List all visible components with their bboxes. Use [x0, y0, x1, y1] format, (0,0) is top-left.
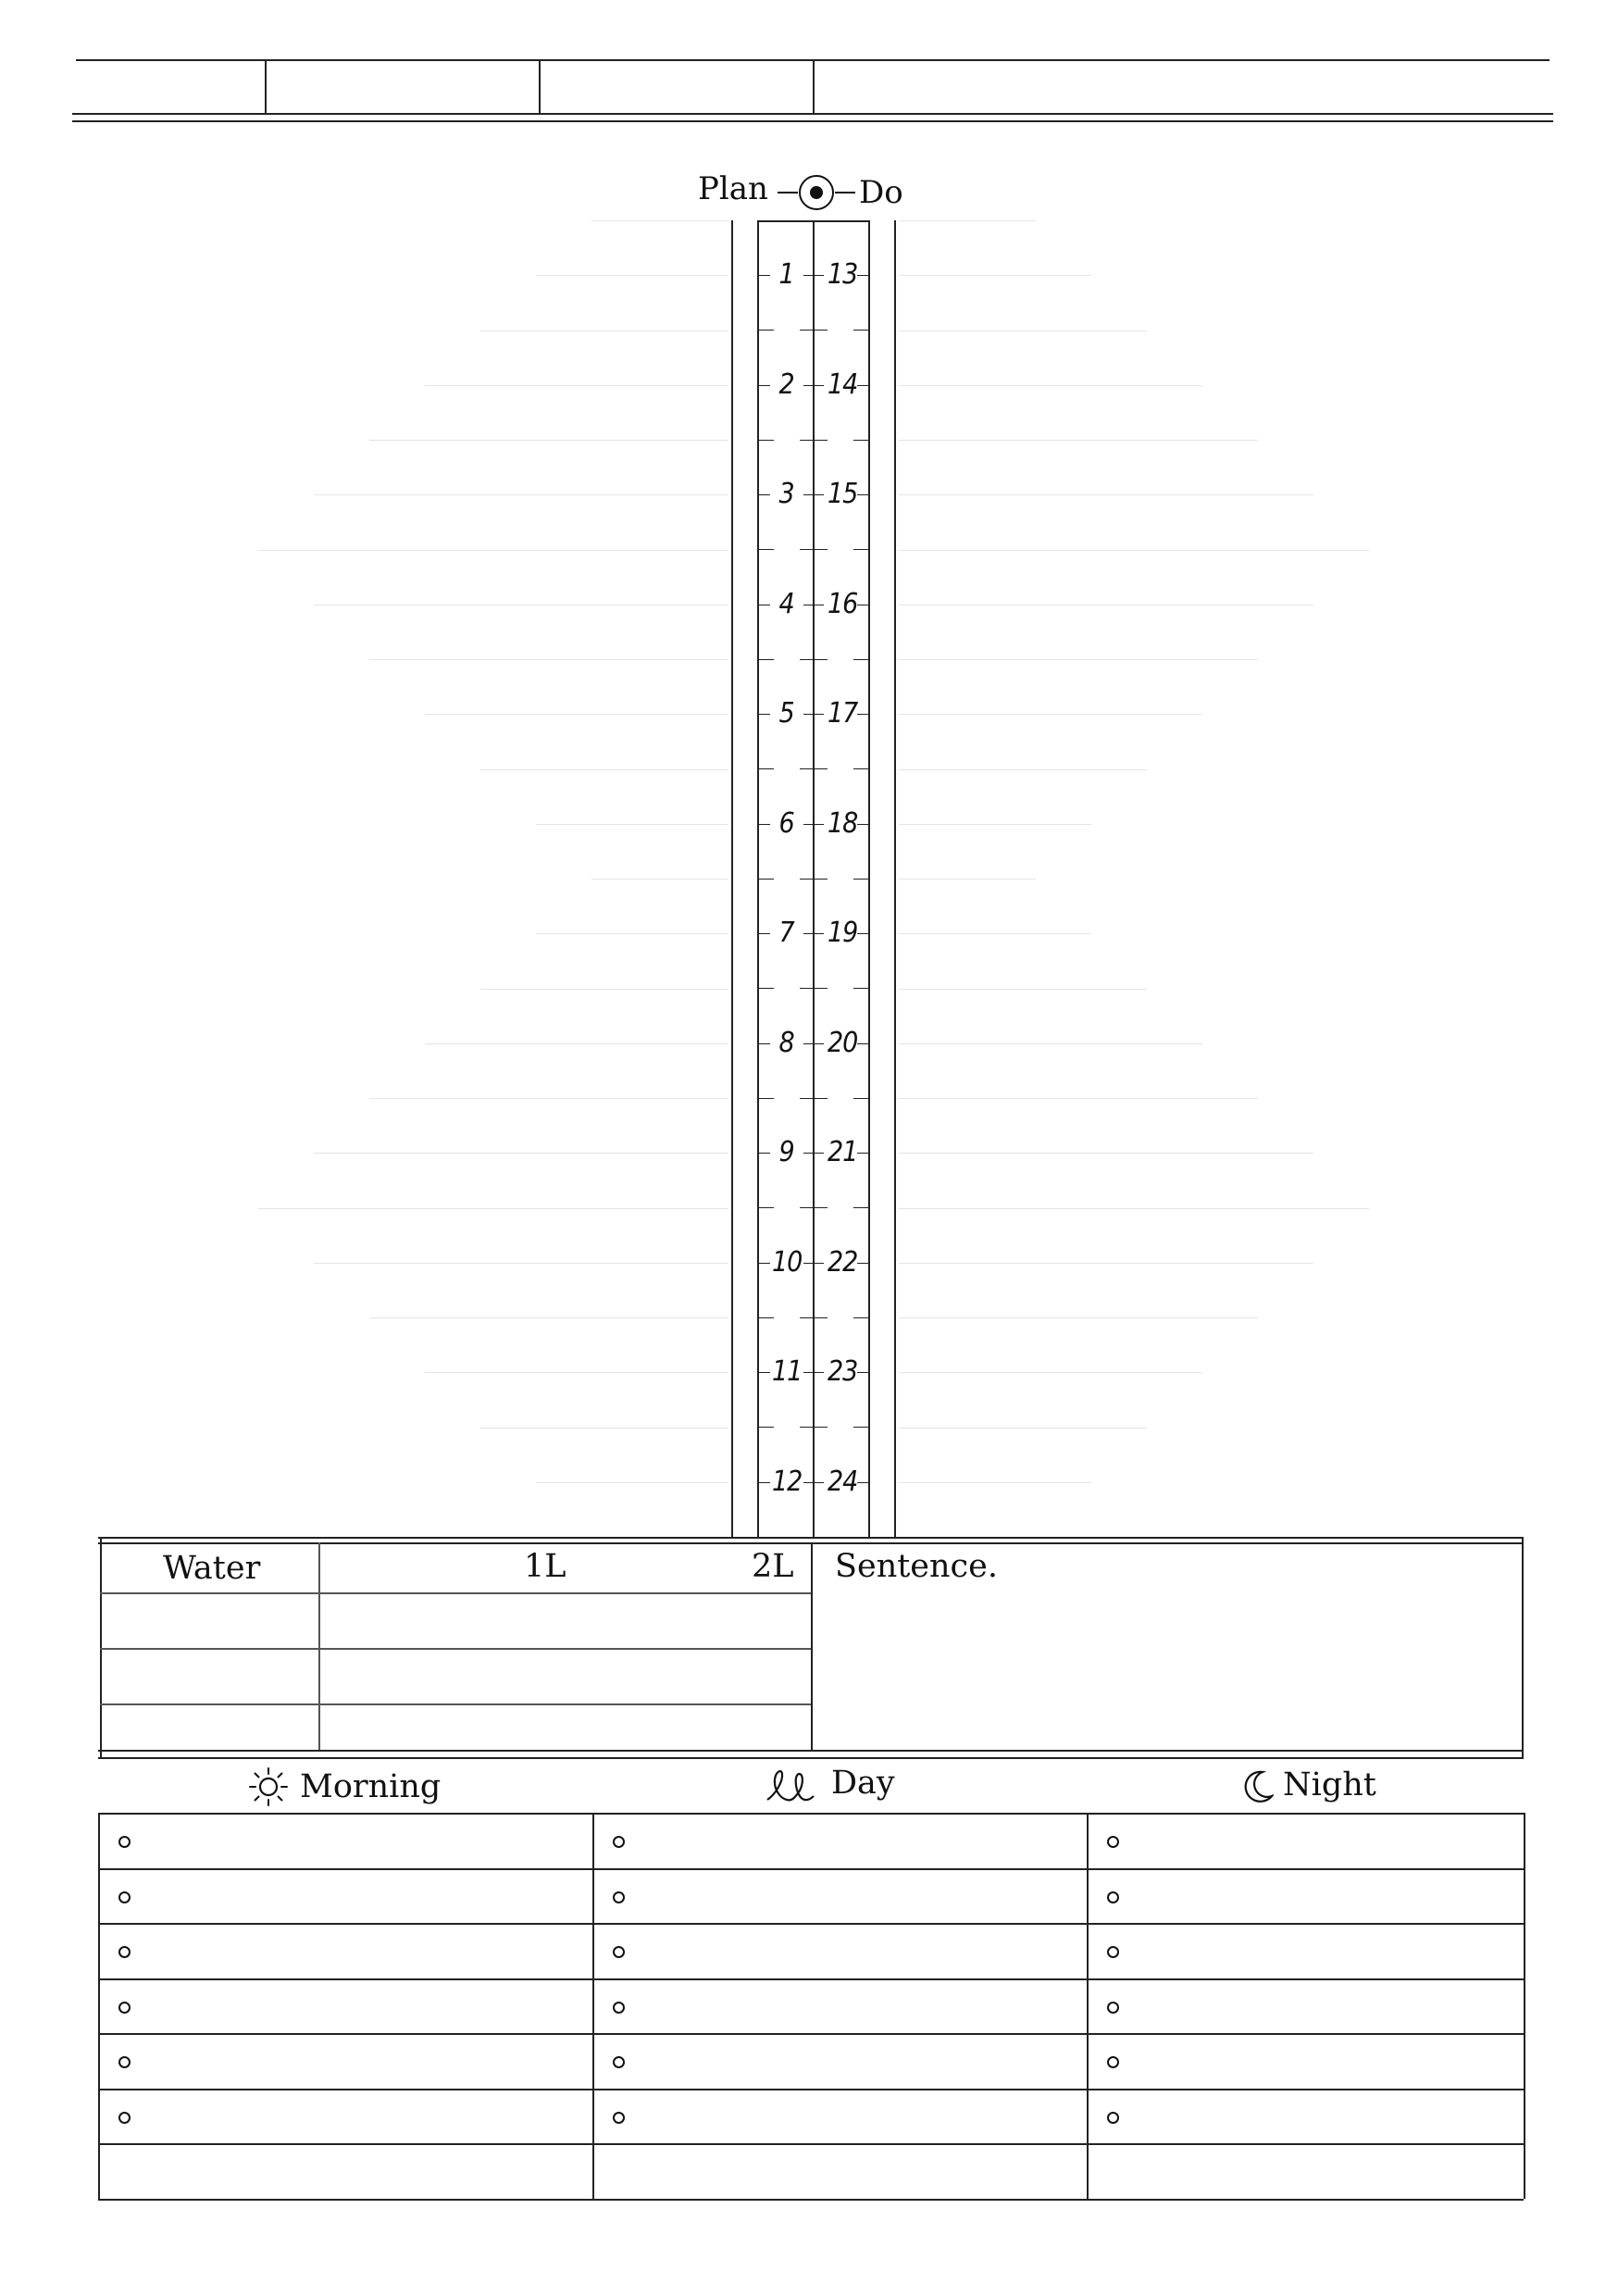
half-hour-tick [800, 330, 828, 331]
bullet-icon [1107, 1946, 1119, 1958]
header-field-2[interactable] [267, 59, 539, 113]
water-track-row[interactable] [320, 1705, 811, 1750]
hour-tick [803, 275, 824, 276]
writing-guide-line[interactable] [314, 1263, 728, 1264]
routine-column-rule [1524, 1813, 1525, 2199]
half-hour-tick [757, 1098, 774, 1099]
hour-tick [803, 824, 824, 825]
bullet-icon [118, 1836, 131, 1848]
hour-tick [857, 1263, 870, 1264]
plan-label: Plan [698, 170, 768, 207]
writing-guide-line[interactable] [591, 879, 728, 880]
bullet-icon [1107, 2002, 1119, 2014]
day-task-row[interactable] [594, 2145, 1085, 2197]
hour-tick [757, 275, 770, 276]
water-track-row[interactable] [320, 1650, 811, 1703]
bullet-icon [613, 2056, 625, 2068]
hour-label: 14 [828, 368, 858, 401]
writing-guide-line[interactable] [899, 385, 1202, 386]
bullet-icon [118, 2056, 131, 2068]
hour-tick [757, 1263, 770, 1264]
morning-task-row[interactable] [100, 1815, 591, 1866]
hour-tick [857, 385, 870, 386]
sentence-label: Sentence. [835, 1548, 998, 1585]
morning-task-row[interactable] [100, 1870, 591, 1922]
writing-guide-line[interactable] [425, 1372, 728, 1373]
bullet-icon [118, 2002, 131, 2014]
hour-label: 17 [828, 697, 858, 730]
writing-guide-line[interactable] [899, 550, 1369, 551]
hour-label: 18 [828, 806, 858, 840]
wind-icon [765, 1768, 816, 1803]
half-hour-tick [800, 1207, 828, 1208]
bullet-icon [1107, 1891, 1119, 1903]
writing-guide-line[interactable] [899, 1263, 1313, 1264]
half-hour-tick [757, 879, 774, 880]
hour-tick [803, 933, 824, 934]
hour-label: 11 [772, 1355, 803, 1388]
hour-label: 23 [828, 1355, 858, 1388]
hour-label: 4 [778, 587, 794, 620]
bullet-icon [613, 1836, 625, 1848]
block-bottom-rule-2 [98, 1757, 1524, 1759]
half-hour-tick [800, 1317, 828, 1318]
hour-tick [757, 385, 770, 386]
writing-guide-line[interactable] [899, 1098, 1258, 1099]
morning-task-row[interactable] [100, 1925, 591, 1977]
writing-guide-line[interactable] [899, 933, 1091, 934]
bullet-icon [613, 1946, 625, 1958]
block-top-rule [98, 1537, 1524, 1539]
writing-guide-line[interactable] [536, 933, 728, 934]
writing-guide-line[interactable] [480, 989, 728, 990]
writing-guide-line[interactable] [425, 1043, 728, 1044]
hour-tick [803, 1043, 824, 1044]
writing-guide-line[interactable] [369, 440, 728, 441]
hour-label: 21 [828, 1136, 858, 1168]
hour-tick [803, 714, 824, 715]
half-hour-tick [853, 330, 870, 331]
writing-guide-line[interactable] [899, 824, 1091, 825]
half-hour-tick [853, 440, 870, 441]
hour-tick [757, 714, 770, 715]
writing-guide-line[interactable] [899, 879, 1036, 880]
hour-tick [757, 494, 770, 495]
timeline-top [757, 220, 870, 222]
hour-tick [757, 933, 770, 934]
header-bottom-rule-2 [72, 120, 1553, 122]
header-field-date[interactable] [76, 59, 265, 113]
hour-tick [803, 1263, 824, 1264]
night-task-row[interactable] [1089, 1815, 1522, 1866]
half-hour-tick [800, 768, 828, 769]
bullet-icon [1107, 2112, 1119, 2124]
bullet-icon [118, 1891, 131, 1903]
writing-guide-line[interactable] [369, 1317, 728, 1318]
half-hour-tick [853, 1207, 870, 1208]
hour-label: 3 [778, 478, 794, 510]
hour-tick [857, 714, 870, 715]
day-task-row[interactable] [594, 2035, 1085, 2087]
writing-guide-line[interactable] [536, 275, 728, 276]
writing-guide-line[interactable] [314, 1153, 728, 1154]
day-label: Day [831, 1765, 895, 1802]
timeline-border [894, 220, 896, 1537]
header-field-3[interactable] [541, 59, 813, 113]
hour-label: 2 [778, 368, 794, 401]
half-hour-tick [757, 440, 774, 441]
day-task-row[interactable] [594, 1980, 1085, 2032]
hour-label: 24 [828, 1465, 858, 1498]
half-hour-tick [757, 549, 774, 550]
writing-guide-line[interactable] [899, 440, 1258, 441]
half-hour-tick [853, 1317, 870, 1318]
night-task-row[interactable] [1089, 2090, 1522, 2142]
hour-tick [803, 1482, 824, 1483]
hour-label: 9 [778, 1136, 794, 1168]
hour-tick [803, 1153, 824, 1154]
half-hour-tick [800, 659, 828, 660]
writing-guide-line[interactable] [899, 659, 1258, 660]
writing-guide-line[interactable] [536, 1482, 728, 1483]
half-hour-tick [853, 1098, 870, 1099]
night-task-row[interactable] [1089, 1925, 1522, 1977]
half-hour-tick [757, 659, 774, 660]
writing-guide-line[interactable] [899, 1317, 1258, 1318]
morning-task-row[interactable] [100, 2090, 591, 2142]
hour-tick [857, 275, 870, 276]
writing-guide-line[interactable] [899, 1153, 1313, 1154]
bullet-icon [613, 2112, 625, 2124]
hour-tick [857, 1482, 870, 1483]
hour-tick [803, 1372, 824, 1373]
writing-guide-line[interactable] [899, 989, 1147, 990]
writing-guide-line[interactable] [899, 714, 1202, 715]
bullet-icon [1107, 2056, 1119, 2068]
half-hour-tick [800, 440, 828, 441]
night-label: Night [1283, 1766, 1376, 1803]
hour-label: 1 [778, 258, 794, 291]
plan-do-toggle-icon [774, 172, 859, 213]
hour-label: 10 [772, 1245, 803, 1279]
hour-label: 13 [828, 258, 858, 291]
hour-tick [857, 1043, 870, 1044]
half-hour-tick [853, 1427, 870, 1428]
day-task-row[interactable] [594, 2090, 1085, 2142]
half-hour-tick [800, 879, 828, 880]
hour-label: 7 [778, 917, 794, 949]
half-hour-tick [757, 988, 774, 989]
writing-guide-line[interactable] [899, 275, 1091, 276]
hour-tick [857, 494, 870, 495]
writing-guide-line[interactable] [480, 1428, 728, 1429]
bullet-icon [613, 1891, 625, 1903]
half-hour-tick [757, 1427, 774, 1428]
writing-guide-line[interactable] [369, 1098, 728, 1099]
timeline-border [731, 220, 733, 1537]
day-task-row[interactable] [594, 1925, 1085, 1977]
writing-guide-line[interactable] [258, 550, 728, 551]
day-task-row[interactable] [594, 1870, 1085, 1922]
half-hour-tick [853, 549, 870, 550]
hour-label: 12 [772, 1465, 803, 1498]
half-hour-tick [800, 549, 828, 550]
writing-guide-line[interactable] [591, 220, 728, 221]
half-hour-tick [853, 768, 870, 769]
header-bottom-rule [72, 113, 1553, 115]
hour-tick [803, 385, 824, 386]
writing-guide-line[interactable] [480, 769, 728, 770]
hour-tick [757, 1043, 770, 1044]
half-hour-tick [853, 659, 870, 660]
hour-label: 5 [778, 697, 794, 730]
half-hour-tick [757, 768, 774, 769]
half-hour-tick [800, 1427, 828, 1428]
writing-guide-line[interactable] [536, 824, 728, 825]
writing-guide-line[interactable] [899, 1372, 1202, 1373]
writing-guide-line[interactable] [425, 385, 728, 386]
hour-tick [803, 494, 824, 495]
writing-guide-line[interactable] [899, 1208, 1369, 1209]
bullet-icon [1107, 1836, 1119, 1848]
writing-guide-line[interactable] [899, 220, 1036, 221]
block-bottom-rule [98, 1750, 1524, 1752]
hour-tick [757, 824, 770, 825]
writing-guide-line[interactable] [899, 494, 1313, 495]
half-hour-tick [757, 330, 774, 331]
hour-label: 19 [828, 917, 858, 949]
morning-task-row[interactable] [100, 2145, 591, 2197]
writing-guide-line[interactable] [899, 769, 1147, 770]
header-field-4[interactable] [815, 59, 1550, 113]
hour-label: 20 [828, 1026, 858, 1059]
hour-label: 15 [828, 478, 858, 510]
night-task-row[interactable] [1089, 2035, 1522, 2087]
morning-task-row[interactable] [100, 1980, 591, 2032]
block-right-border [1522, 1537, 1524, 1759]
day-task-row[interactable] [594, 1815, 1085, 1866]
water-mark-1l: 1L [524, 1548, 566, 1585]
moon-icon [1240, 1768, 1274, 1805]
hour-label: 8 [778, 1026, 794, 1059]
half-hour-tick [853, 988, 870, 989]
sentence-field[interactable] [815, 1592, 1520, 1748]
hour-tick [757, 1482, 770, 1483]
half-hour-tick [800, 1098, 828, 1099]
do-label: Do [859, 174, 903, 211]
night-task-row[interactable] [1089, 1870, 1522, 1922]
hour-tick [757, 1372, 770, 1373]
half-hour-tick [757, 1317, 774, 1318]
hour-label: 22 [828, 1245, 858, 1279]
writing-guide-line[interactable] [425, 714, 728, 715]
writing-guide-line[interactable] [258, 1208, 728, 1209]
hour-label: 16 [828, 587, 858, 620]
morning-task-row[interactable] [100, 2035, 591, 2087]
half-hour-tick [757, 1207, 774, 1208]
bullet-icon [613, 2002, 625, 2014]
writing-guide-line[interactable] [314, 494, 728, 495]
half-hour-tick [853, 879, 870, 880]
bullet-icon [118, 1946, 131, 1958]
bullet-icon [118, 2112, 131, 2124]
writing-guide-line[interactable] [899, 1482, 1091, 1483]
water-label: Water [163, 1550, 261, 1587]
hour-tick [857, 824, 870, 825]
water-track-row[interactable] [320, 1594, 811, 1648]
hour-label: 6 [778, 806, 794, 840]
block-divider [811, 1542, 813, 1750]
routine-row-rule [98, 2199, 1524, 2201]
writing-guide-line[interactable] [899, 1043, 1202, 1044]
sun-icon [248, 1766, 289, 1807]
hour-tick [857, 933, 870, 934]
night-task-row[interactable] [1089, 1980, 1522, 2032]
writing-guide-line[interactable] [369, 659, 728, 660]
water-mark-2l: 2L [752, 1548, 794, 1585]
hour-tick [857, 1153, 870, 1154]
hour-tick [857, 1372, 870, 1373]
hour-tick [757, 1153, 770, 1154]
half-hour-tick [800, 988, 828, 989]
night-task-row[interactable] [1089, 2145, 1522, 2197]
morning-label: Morning [300, 1768, 442, 1805]
writing-guide-line[interactable] [899, 1428, 1147, 1429]
